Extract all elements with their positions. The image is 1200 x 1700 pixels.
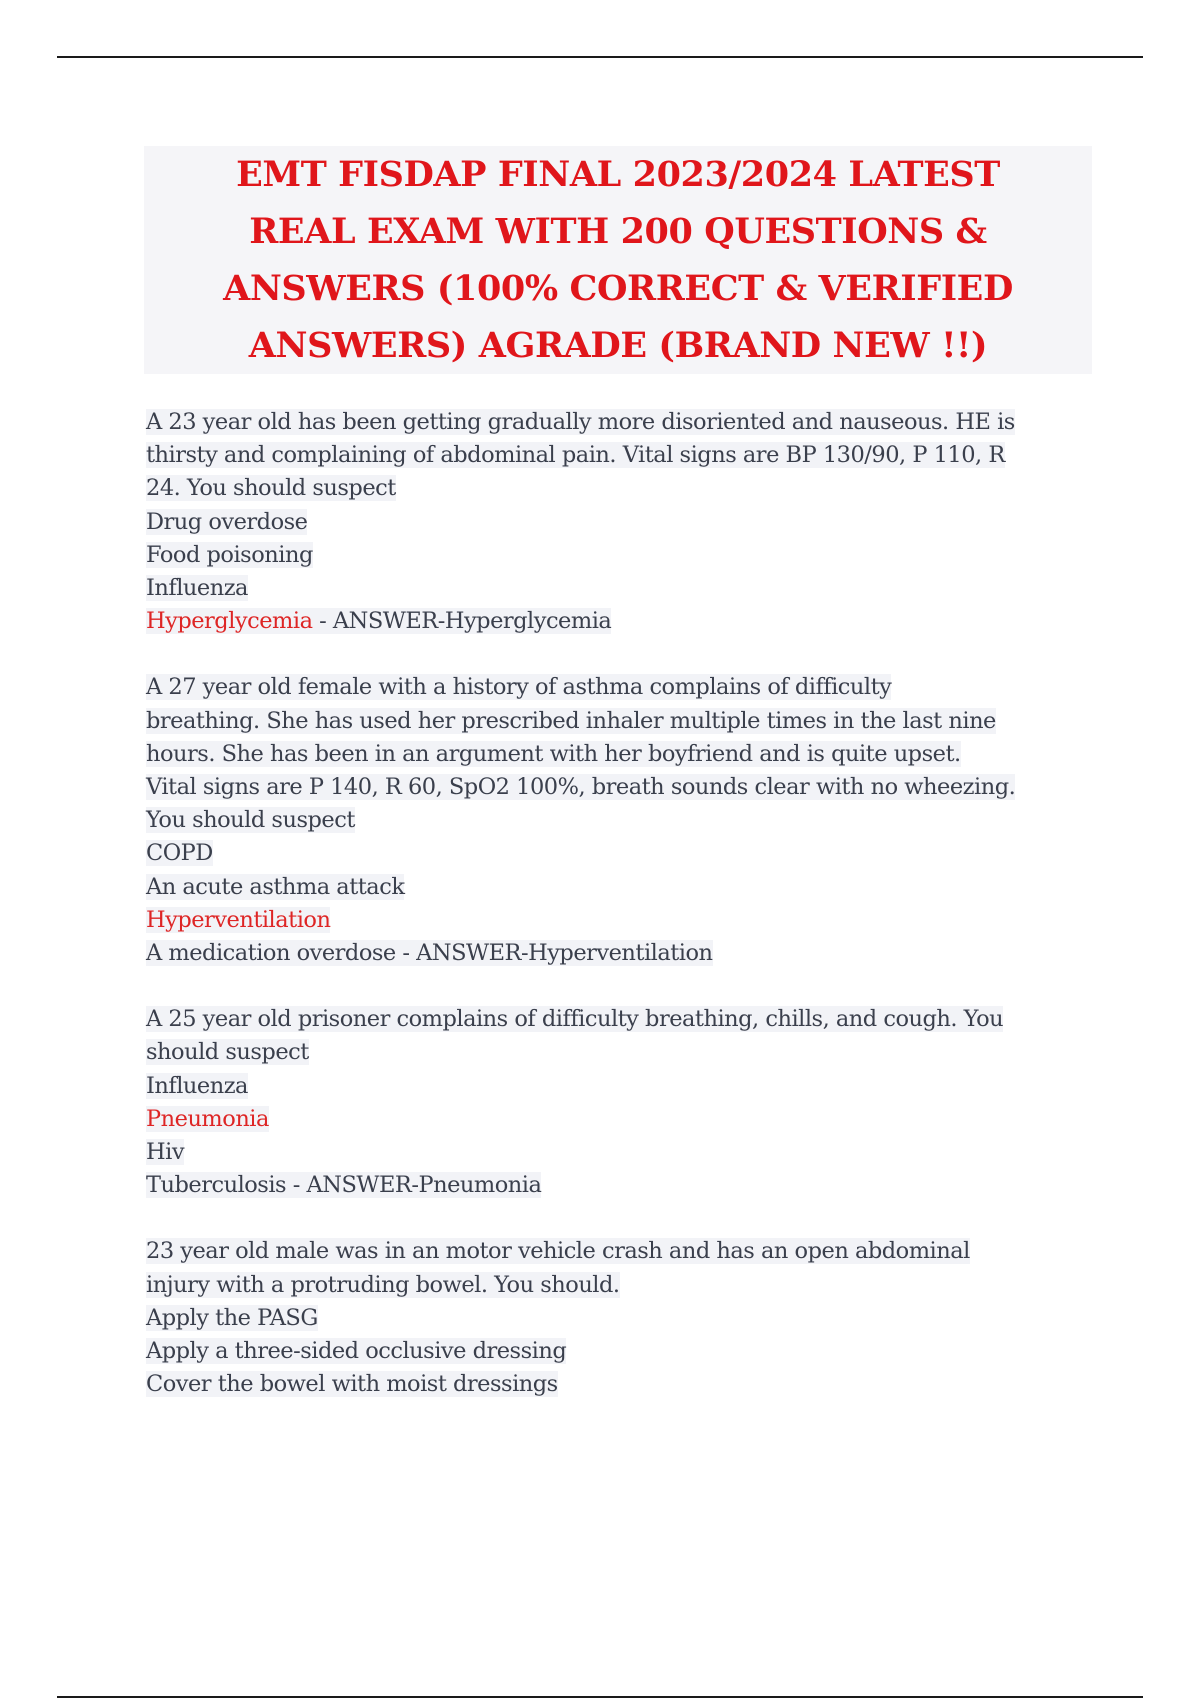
question-block-3 <box>146 1003 1096 1202</box>
question-stem-line: hours. She has been in an argument with her boyfriend and is quite upset. <box>146 740 961 767</box>
question-stem-line: breathing. She has used her prescribed inhaler multiple times in the last nine <box>146 707 996 734</box>
question-stem-line: A 23 year old has been getting gradually more disoriented and nauseous. HE is <box>146 409 1015 435</box>
answer-option: Apply the PASG <box>146 1304 318 1331</box>
answer-key: - ANSWER-Hyperventilation <box>395 940 713 967</box>
answer-key: - ANSWER-Hyperglycemia <box>312 608 612 635</box>
answer-option: Cover the bowel with moist dressings <box>146 1371 558 1398</box>
question-stem-line: injury with a protruding bowel. You should. <box>146 1271 620 1298</box>
header-rule <box>57 56 1143 58</box>
title-line: ANSWERS (100% CORRECT & VERIFIED <box>223 268 1013 309</box>
question-stem-line: thirsty and complaining of abdominal pain. Vital signs are BP 130/90, P 110, R <box>146 442 1005 469</box>
answer-option: Food poisoning <box>146 541 313 568</box>
title-line: EMT FISDAP FINAL 2023/2024 LATEST <box>236 154 1000 195</box>
answer-option-with-answer <box>146 1169 1096 1202</box>
document-body <box>146 406 1096 1434</box>
question-stem-line: A 27 year old female with a history of asthma complains of difficulty <box>146 674 892 701</box>
answer-option-with-answer <box>146 937 1096 970</box>
question-stem-line: 24. You should suspect <box>146 475 396 502</box>
answer-key: - ANSWER-Pneumonia <box>286 1172 542 1199</box>
correct-option: Hyperglycemia <box>146 608 313 635</box>
question-block-2 <box>146 671 1096 970</box>
question-stem-line: A 25 year old prisoner complains of difficulty breathing, chills, and cough. You <box>146 1006 1004 1033</box>
answer-option: Influenza <box>146 1072 248 1099</box>
answer-option: Influenza <box>146 575 248 602</box>
answer-option-with-answer <box>146 605 1096 638</box>
title-line: ANSWERS) AGRADE (BRAND NEW !!) <box>248 325 988 366</box>
question-stem-line: Vital signs are P 140, R 60, SpO2 100%, breath sounds clear with no wheezing. <box>146 774 1016 801</box>
correct-option: Hyperventilation <box>146 906 331 933</box>
answer-option: COPD <box>146 840 213 867</box>
answer-option-text: Tuberculosis <box>146 1172 287 1199</box>
question-block-4 <box>146 1235 1096 1401</box>
question-stem-line: You should suspect <box>146 807 355 834</box>
answer-option: Apply a three-sided occlusive dressing <box>146 1338 567 1365</box>
footer-rule <box>57 1696 1143 1698</box>
document-title <box>144 146 1092 374</box>
question-stem-line: should suspect <box>146 1039 309 1066</box>
answer-option: Drug overdose <box>146 508 308 535</box>
answer-option-text: A medication overdose <box>146 940 396 967</box>
answer-option: Hiv <box>146 1139 185 1166</box>
correct-option: Pneumonia <box>146 1105 269 1132</box>
answer-option: An acute asthma attack <box>146 873 405 900</box>
title-line: REAL EXAM WITH 200 QUESTIONS & <box>249 211 987 252</box>
question-block-1 <box>146 406 1096 638</box>
question-stem-line: 23 year old male was in an motor vehicle crash and has an open abdominal <box>146 1238 970 1265</box>
